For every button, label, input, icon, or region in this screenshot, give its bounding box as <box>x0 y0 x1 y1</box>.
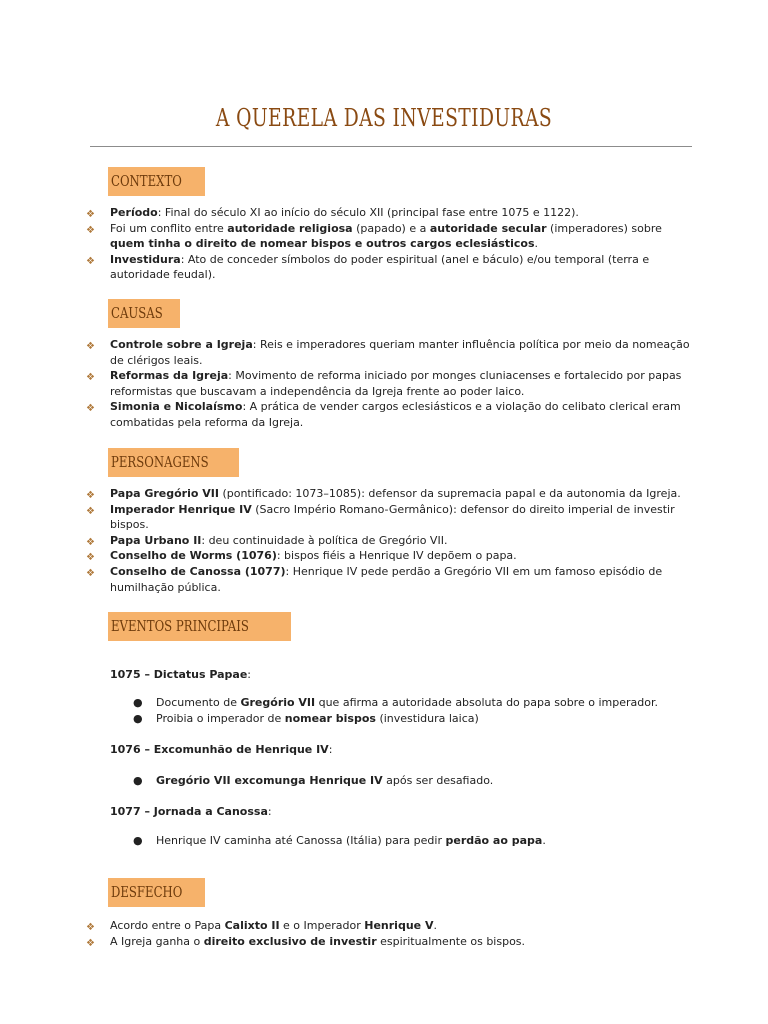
bullet-icon: ● <box>133 696 143 709</box>
list-item: ❖ Imperador Henrique IV (Sacro Império Romano-Germânico): defensor do direito imperial de investir bispos. <box>86 502 675 532</box>
diamond-bullet-icon: ❖ <box>86 341 95 352</box>
desfecho-list <box>0 918 768 949</box>
list-item: ● Gregório VII excomunga Henrique IV após ser desafiado. <box>133 774 494 787</box>
list-item: ❖ Acordo entre o Papa Calixto II e o Imperador Henrique V. <box>0 918 768 934</box>
section-heading-desfecho: DESFECHO <box>108 878 205 907</box>
section-heading-eventos: EVENTOS PRINCIPAIS <box>108 612 291 641</box>
diamond-bullet-icon: ❖ <box>86 224 95 236</box>
personagens-list <box>0 486 768 595</box>
diamond-bullet-icon: ❖ <box>86 536 95 548</box>
diamond-bullet-icon: ❖ <box>86 922 95 933</box>
event-heading-1076: 1076 – Excomunhão de Henrique IV: <box>110 743 333 756</box>
event-heading-1077: 1077 – Jornada a Canossa: <box>110 805 272 818</box>
diamond-bullet-icon: ❖ <box>86 403 95 415</box>
list-item: ❖ Reformas da Igreja: Movimento de reforma iniciado por monges cluniacenses e fortalecido por papas reformistas que buscavam a independência da Igreja frente ao poder laico. <box>86 369 682 398</box>
event-heading-1075: 1075 – Dictatus Papae: <box>110 668 252 681</box>
section-heading-causas: CAUSAS <box>108 299 180 328</box>
bullet-icon: ● <box>133 774 143 787</box>
list-item: ❖ Investidura: Ato de conceder símbolos do poder espiritual (anel e báculo) e/ou temporal (terra e autoridade feudal). <box>86 252 650 282</box>
list-item: ❖ A Igreja ganha o direito exclusivo de investir espiritualmente os bispos. <box>0 934 768 950</box>
diamond-bullet-icon: ❖ <box>86 505 95 517</box>
list-item: ❖ Conselho de Worms (1076): bispos fiéis a Henrique IV depõem o papa. <box>0 548 768 564</box>
event-1077-list <box>0 833 768 849</box>
bullet-icon: ● <box>133 712 143 725</box>
list-item: ❖ Período: Final do século XI ao início do século XII (principal fase entre 1075 e 1122). <box>0 205 768 221</box>
event-1076-list <box>0 773 768 789</box>
diamond-bullet-icon: ❖ <box>86 490 95 501</box>
list-item: ❖ Papa Urbano II: deu continuidade à política de Gregório VII. <box>0 533 768 549</box>
contexto-list <box>0 205 768 283</box>
diamond-bullet-icon: ❖ <box>86 567 95 579</box>
diamond-bullet-icon: ❖ <box>86 937 95 949</box>
diamond-bullet-icon: ❖ <box>86 209 95 220</box>
bullet-icon: ● <box>133 834 143 847</box>
causas-list <box>0 337 768 431</box>
list-item: ❖ Simonia e Nicolaísmo: A prática de vender cargos eclesiásticos e a violação do celibato clerical eram combatidas pela reforma da Igreja. <box>86 400 681 429</box>
diamond-bullet-icon: ❖ <box>86 255 95 267</box>
list-item: ❖ Conselho de Canossa (1077): Henrique IV pede perdão a Gregório VII em um famoso episódio de humilhação pública. <box>86 564 663 594</box>
section-heading-contexto: CONTEXTO <box>108 167 205 196</box>
diamond-bullet-icon: ❖ <box>86 372 95 384</box>
list-item: ❖ Papa Gregório VII (pontificado: 1073–1085): defensor da supremacia papal e da autonomia da Igreja. <box>0 486 768 502</box>
page-title: A QUERELA DAS INVESTIDURAS <box>215 104 553 132</box>
list-item: ● Proibia o imperador de nomear bispos (investidura laica) <box>133 712 479 725</box>
list-item: ● Documento de Gregório VII que afirma a autoridade absoluta do papa sobre o imperador. <box>133 696 658 709</box>
section-heading-personagens: PERSONAGENS <box>108 448 239 477</box>
list-item: ❖ Foi um conflito entre autoridade religiosa (papado) e a autoridade secular (imperadores) sobre quem tinha o direito de nomear bispos e outros cargos eclesiásticos. <box>86 221 662 251</box>
list-item: ❖ Controle sobre a Igreja: Reis e imperadores queriam manter influência política por meio da nomeação de clérigos leais. <box>86 338 690 367</box>
diamond-bullet-icon: ❖ <box>86 552 95 564</box>
event-1075-list <box>0 695 768 727</box>
list-item: ● Henrique IV caminha até Canossa (Itália) para pedir perdão ao papa. <box>133 834 546 847</box>
title-divider <box>90 146 692 147</box>
